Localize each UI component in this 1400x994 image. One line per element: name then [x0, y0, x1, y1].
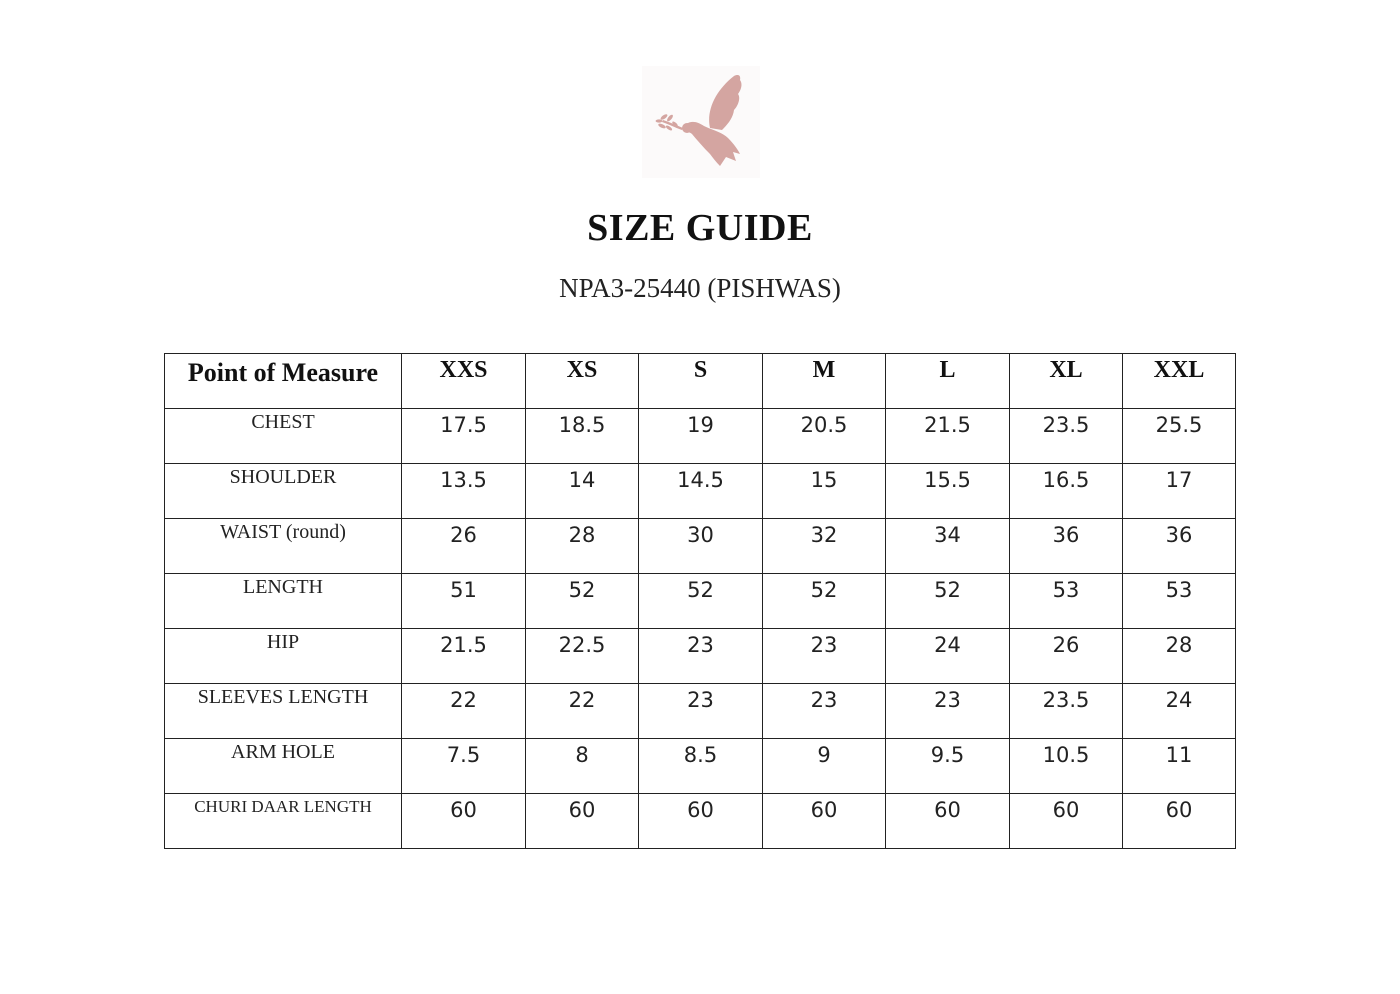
table-cell: 14.5 — [639, 464, 763, 519]
header-point-of-measure: Point of Measure — [165, 354, 402, 409]
table-cell: 23 — [639, 629, 763, 684]
table-cell: 14 — [526, 464, 639, 519]
table-cell: 28 — [526, 519, 639, 574]
row-label: CHURI DAAR LENGTH — [165, 794, 402, 849]
row-label: LENGTH — [165, 574, 402, 629]
table-cell: 17.5 — [402, 409, 526, 464]
table-cell: 23.5 — [1010, 409, 1123, 464]
table-cell: 34 — [886, 519, 1010, 574]
table-cell: 36 — [1010, 519, 1123, 574]
table-cell: 21.5 — [886, 409, 1010, 464]
table-cell: 8.5 — [639, 739, 763, 794]
table-cell: 10.5 — [1010, 739, 1123, 794]
row-label: SLEEVES LENGTH — [165, 684, 402, 739]
table-cell: 52 — [639, 574, 763, 629]
table-cell: 13.5 — [402, 464, 526, 519]
table-row-churi-daar-length — [165, 794, 1236, 849]
table-cell: 60 — [639, 794, 763, 849]
table-cell: 32 — [763, 519, 886, 574]
table-cell: 7.5 — [402, 739, 526, 794]
header-size-xxs: XXS — [402, 354, 526, 409]
table-cell: 11 — [1123, 739, 1236, 794]
table-row-arm-hole — [165, 739, 1236, 794]
table-cell: 15.5 — [886, 464, 1010, 519]
table-cell: 23.5 — [1010, 684, 1123, 739]
table-cell: 52 — [763, 574, 886, 629]
row-label: ARM HOLE — [165, 739, 402, 794]
table-cell: 53 — [1010, 574, 1123, 629]
table-row-sleeves-length — [165, 684, 1236, 739]
table-cell: 51 — [402, 574, 526, 629]
table-cell: 60 — [526, 794, 639, 849]
table-cell: 60 — [886, 794, 1010, 849]
table-cell: 60 — [402, 794, 526, 849]
table-row-length — [165, 574, 1236, 629]
table-cell: 24 — [886, 629, 1010, 684]
table-cell: 22 — [526, 684, 639, 739]
row-label: HIP — [165, 629, 402, 684]
table-cell: 28 — [1123, 629, 1236, 684]
header-size-s: S — [639, 354, 763, 409]
table-cell: 26 — [1010, 629, 1123, 684]
table-cell: 21.5 — [402, 629, 526, 684]
table-cell: 22 — [402, 684, 526, 739]
table-cell: 60 — [1123, 794, 1236, 849]
header-size-m: M — [763, 354, 886, 409]
header-size-xxl: XXL — [1123, 354, 1236, 409]
header-size-xs: XS — [526, 354, 639, 409]
table-cell: 60 — [763, 794, 886, 849]
table-cell: 25.5 — [1123, 409, 1236, 464]
table-cell: 22.5 — [526, 629, 639, 684]
table-cell: 53 — [1123, 574, 1236, 629]
row-label: WAIST (round) — [165, 519, 402, 574]
size-table — [164, 353, 1236, 849]
table-cell: 17 — [1123, 464, 1236, 519]
table-row-chest — [165, 409, 1236, 464]
table-cell: 23 — [763, 684, 886, 739]
table-cell: 23 — [886, 684, 1010, 739]
table-cell: 24 — [1123, 684, 1236, 739]
table-row-waist — [165, 519, 1236, 574]
table-cell: 52 — [526, 574, 639, 629]
table-cell: 23 — [763, 629, 886, 684]
page-title: SIZE GUIDE — [587, 207, 813, 249]
header-size-l: L — [886, 354, 1010, 409]
row-label: CHEST — [165, 409, 402, 464]
table-cell: 16.5 — [1010, 464, 1123, 519]
table-cell: 20.5 — [763, 409, 886, 464]
header-size-xl: XL — [1010, 354, 1123, 409]
table-cell: 26 — [402, 519, 526, 574]
row-label: SHOULDER — [165, 464, 402, 519]
dove-icon — [642, 66, 760, 178]
table-cell: 8 — [526, 739, 639, 794]
table-row-hip — [165, 629, 1236, 684]
table-cell: 15 — [763, 464, 886, 519]
table-cell: 30 — [639, 519, 763, 574]
table-cell: 19 — [639, 409, 763, 464]
table-cell: 60 — [1010, 794, 1123, 849]
table-row-shoulder — [165, 464, 1236, 519]
table-cell: 52 — [886, 574, 1010, 629]
table-cell: 9 — [763, 739, 886, 794]
page-subtitle: NPA3-25440 (PISHWAS) — [559, 273, 841, 303]
table-cell: 18.5 — [526, 409, 639, 464]
table-cell: 9.5 — [886, 739, 1010, 794]
logo — [642, 66, 760, 178]
table-cell: 23 — [639, 684, 763, 739]
table-cell: 36 — [1123, 519, 1236, 574]
header-row — [165, 354, 1236, 409]
